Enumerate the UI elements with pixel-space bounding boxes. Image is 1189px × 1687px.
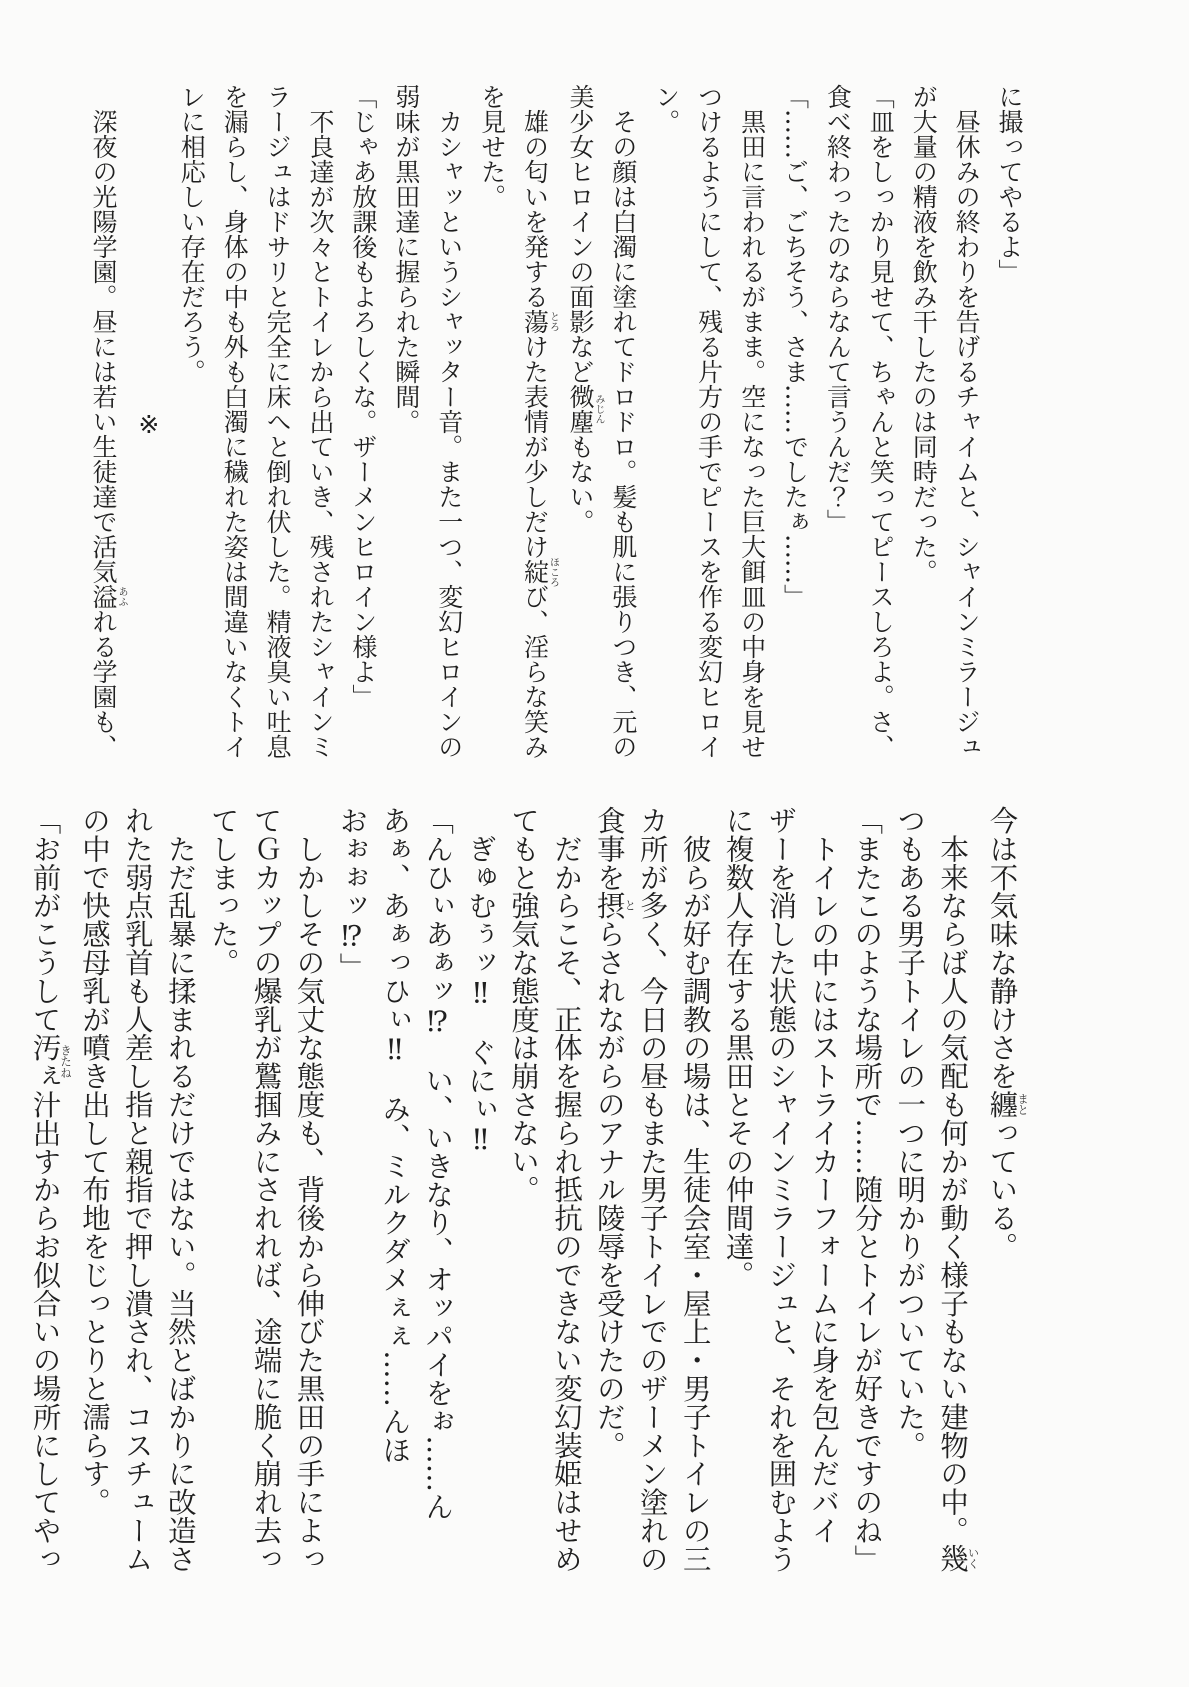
paragraph: ただ乱暴に揉まれるだけではない。当然とばかりに改造された弱点乳首も人差し指と親指で押し潰され、コスチュームの中で快感母乳が噴き出して布地をじっとりと濡らす。 [77, 806, 197, 1573]
paragraph: 「皿をしっかり見せて、ちゃんと笑ってピースしろよ。さ、食べ終わったのならなんて言うんだ？」 [823, 84, 896, 759]
paragraph: 深夜の光陽学園。昼には若い生徒達で活気溢あふれる学園も、 [88, 84, 127, 759]
ruby-annotated-word: 纏まと [985, 1090, 1030, 1119]
paragraph: 雄の匂いを発する蕩とろけた表情が少しだけ綻ほころび、淫らな笑みを見せた。 [477, 84, 559, 759]
paragraph: トイレの中にはストライカーフォームに身を包んだバイザーを消した状態のシャインミラージュと、それを囲むように複数人存在する黒田とその仲間達。 [721, 806, 841, 1573]
ruby-annotated-word: 溢あふ [88, 584, 127, 609]
ruby-annotated-word: 幾いく [936, 1544, 981, 1573]
paragraph: 黒田に言われるがまま。空になった巨大餌皿の中身を見せつけるようにして、残る片方の手でピースを作る変幻ヒロイン。 [651, 84, 767, 759]
page-text-bottom [23, 806, 1029, 1582]
ruby-annotated-word: 蕩とろ [520, 309, 559, 334]
ruby-annotated-word: 汚ぇきたね [28, 1033, 74, 1091]
paragraph: ぎゅむぅッ‼ ぐにぃ‼ [464, 806, 498, 1156]
paragraph: だからこそ、正体を握られ抵抗のできない変幻装姫はせめてもと強気な態度は崩さない。 [507, 806, 583, 1573]
paragraph: 「……ご、ごちそう、さま……でしたぁ……」 [780, 84, 810, 609]
paragraph: その顔は白濁に塗れてドロドロ。髪も肌に張りつき、元の美少女ヒロインの面影など微塵みじんもない。 [565, 84, 638, 759]
paragraph: 不良達が次々とトイレから出ていき、残されたシャインミラージュはドサリと完全に床へと倒れ伏した。精液臭い吐息を漏らし、身体の中も外も白濁に穢れた姿は間違いなくトイレに相応しい存在だろう。 [177, 84, 335, 759]
paragraph: 「お前がこうして汚ぇきたね汁出すからお似合いの場所にしてやっ [28, 806, 74, 1573]
paragraph: 本来ならば人の気配も何かが動く様子もない建物の中。幾いくつもある男子トイレの一つに明かりがついていた。 [893, 806, 981, 1573]
ruby-annotated-word: 綻ほころ [520, 556, 559, 587]
paragraph: 「んひぃあぁッ⁉ い、いきなり、オッパイをぉ……んあぁ、あぁっひぃ‼ み、ミルクダメぇぇ……んほおぉぉッ⁉」 [335, 806, 455, 1521]
ruby-annotated-word: 微塵みじん [565, 384, 604, 434]
paragraph: ※ [134, 410, 164, 439]
paragraph: カシャッというシャッター音。また一つ、変幻ヒロインの弱味が黒田達に握られた瞬間。 [391, 84, 464, 759]
ruby-annotated-word: 摂と [592, 891, 638, 920]
paragraph: 「またこのような場所で……随分とトイレが好きですのね」 [850, 806, 884, 1573]
page-text-top [81, 84, 1030, 765]
paragraph: に撮ってやるよ」 [995, 84, 1024, 284]
paragraph: しかしその気丈な態度も、背後から伸びた黒田の手によってＧカップの爆乳が鷲掴みにされれば、途端に脆く崩れ去ってしまった。 [206, 806, 326, 1573]
paragraph: 昼休みの終わりを告げるチャイムと、シャインミラージュが大量の精液を飲み干したのは同時だった。 [909, 84, 982, 759]
paragraph: 「じゃあ放課後もよろしくな。ザーメンヒロイン様よ」 [348, 84, 378, 709]
paragraph: 今は不気味な静けさを纏まとっている。 [985, 806, 1030, 1261]
paragraph: 彼らが好む調教の場は、生徒会室・屋上・男子トイレの三カ所が多く、今日の昼もまた男子トイレでのザーメン塗れの食事を摂とらされながらのアナル陵辱を受けたのだ。 [592, 806, 712, 1573]
